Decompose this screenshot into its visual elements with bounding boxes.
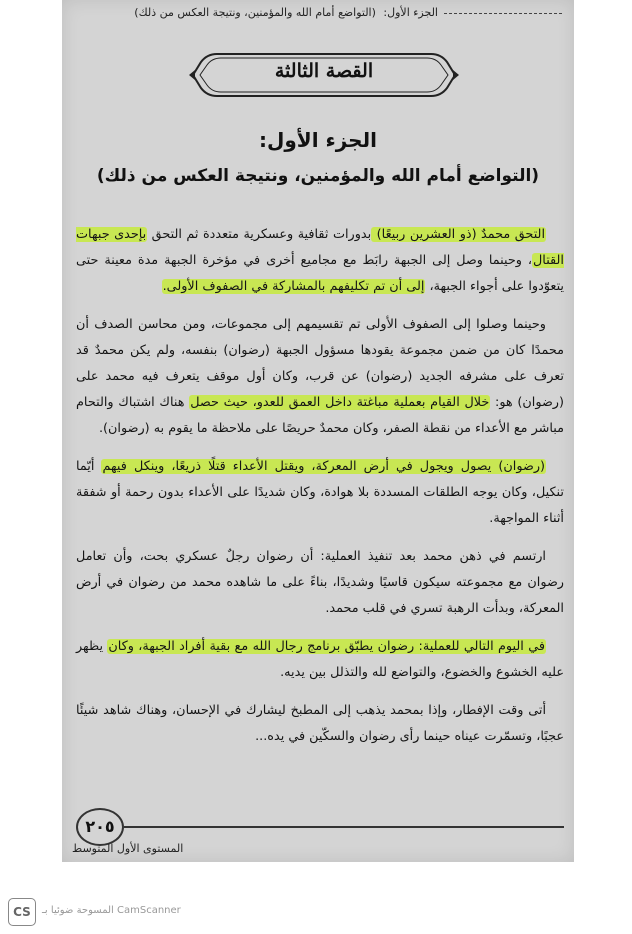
highlighted-text: التحق محمدٌ (ذو العشرين ربيعًا): [372, 227, 546, 242]
body-text: [76, 222, 564, 762]
book-page: [62, 0, 574, 862]
scanner-text: المسوحة ضوئيا بـ CamScanner: [42, 905, 181, 916]
page-number: ٢٠٥: [76, 808, 124, 846]
header-dashed-rule: [444, 13, 562, 14]
text-segment: هناك اشتباك والتحام مباشر مع الأعداء من نقطة الصفر، وكان محمدٌ حريصًا على ملاحظة ما يقوم به (رضوان).: [76, 395, 564, 436]
highlighted-text: إلى أن تم تكليفهم بالمشاركة في الصفوف الأولى.: [162, 279, 425, 294]
highlighted-text: في اليوم التالي للعملية: رضوان يطبّق برنامج رجال الله مع بقية أفراد الجبهة، وكان: [108, 639, 545, 654]
highlighted-text: بإحدى جبهات القتال: [76, 227, 564, 268]
footer-rule: [124, 826, 564, 828]
part-title: الجزء الأول:: [259, 128, 377, 152]
text-segment: وحينما وصلوا إلى الصفوف الأولى تم تقسيمهم إلى مجموعات، ومن محاسن الصدف أن محمدًا كان من ضمن مجموعة يقودها مسؤول الجبهة (رضوان) بنفسه، ولم يكن محمدٌ قد تعرف على مشرفه الجديد (رضوان) عن قرب، وكان أول موقف يتعرف فيه محمد على (رضوان) هو:: [76, 317, 564, 410]
paragraph: [76, 544, 564, 622]
header-topic: (التواضع أمام الله والمؤمنين، ونتيجة العكس من ذلك): [134, 6, 376, 19]
text-segment: ، وحينما وصل إلى الجبهة رابَط مع مجاميع أخرى في مؤخرة الجبهة مدة معينة حتى يتعوّدوا على أجواء الجبهة،: [76, 253, 564, 294]
text-segment: أتى وقت الإفطار، وإذا بمحمد يذهب إلى المطبخ ليشارك في الإحسان، وهناك شاهد شيئًا عجبًا، وتسمّرت عيناه حينما رأى رضوان والسكّين في يده...: [76, 703, 564, 744]
running-header: [76, 6, 562, 32]
story-title-cartouche: [189, 48, 459, 102]
text-segment: يظهر عليه الخشوع والخضوع، والتواضع لله والتذلل بين يديه.: [76, 639, 564, 680]
highlighted-text: خلال القيام بعملية مباغتة داخل العمق للعدو، حيث حصل: [190, 395, 490, 410]
text-segment: بدورات ثقافية وعسكرية متعددة ثم التحق: [147, 227, 372, 242]
text-segment: أيّما تنكيل، وكان يوجه الطلقات المسددة بلا هوادة، وكان شديدًا على الأعداء بدون رحمة أو شفقة أثناء المواجهة.: [76, 459, 564, 526]
paragraph: [76, 698, 564, 750]
text-segment: ارتسم في ذهن محمد بعد تنفيذ العملية: أن رضوان رجلٌ عسكري بحت، وأن تعامل رضوان مع مجموعته سيكون قاسيًا وشديدًا، بناءً على ما شاهده محمد من رضوان في أرض المعركة، وبدأت الرهبة تسري في قلب محمد.: [76, 549, 564, 616]
scanner-watermark: [8, 898, 308, 926]
camscanner-logo-icon: CS: [8, 898, 36, 926]
footer-level: المستوى الأول المتوسط: [72, 842, 184, 855]
story-title: القصة الثالثة: [274, 60, 374, 82]
paragraph: [76, 312, 564, 442]
page-footer: [70, 808, 564, 858]
paragraph: [76, 454, 564, 532]
paragraph: [76, 222, 564, 300]
paragraph: [76, 634, 564, 686]
highlighted-text: (رضوان) يصول ويجول في أرض المعركة، ويقتل الأعداء قتلًا ذريعًا، وينكل فيهم: [102, 459, 545, 474]
header-chapter: الجزء الأول:: [383, 6, 438, 19]
part-subtitle: (التواضع أمام الله والمؤمنين، ونتيجة العكس من ذلك): [96, 166, 540, 186]
